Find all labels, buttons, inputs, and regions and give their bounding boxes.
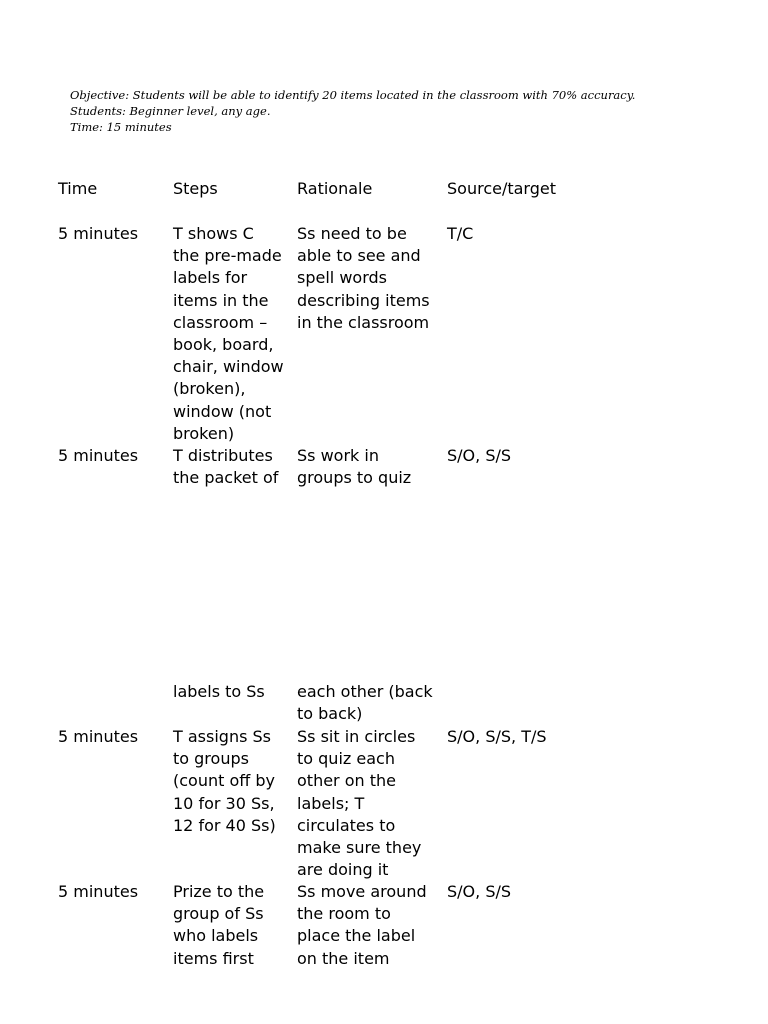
- column-header-source-target: Source/target: [447, 179, 556, 198]
- column-header-steps: Steps: [173, 179, 218, 198]
- row-4-source: S/O, S/S: [447, 882, 512, 901]
- row-2-rationale: Ss work in groups to quiz: [297, 446, 412, 488]
- column-header-time: Time: [58, 179, 98, 198]
- row-1-steps: T shows C the pre-made labels for items in the classroom – book, board, chair, window (broken), window (not broken): [173, 224, 284, 443]
- row-3-source: S/O, S/S, T/S: [447, 727, 547, 746]
- lesson-info: [70, 87, 635, 135]
- row-2-rationale-continued: each other (back to back): [297, 682, 433, 724]
- row-4-rationale: Ss move around the room to place the label on the item: [297, 882, 427, 968]
- row-3-rationale: Ss sit in circles to quiz each other on the labels; T circulates to make sure they are doing it: [297, 727, 422, 880]
- row-2-steps-continued: labels to Ss: [173, 682, 265, 701]
- objective-text: Objective: Students will be able to identify 20 items located in the classroom with 70% accuracy.: [70, 88, 636, 102]
- row-1-source: T/C: [447, 224, 474, 243]
- row-3-steps: T assigns Ss to groups (count off by 10 for 30 Ss, 12 for 40 Ss): [173, 727, 276, 835]
- students-text: Students: Beginner level, any age.: [70, 104, 271, 118]
- row-4-time: 5 minutes: [58, 882, 139, 901]
- row-2-steps: T distributes the packet of: [173, 446, 279, 488]
- row-1-time: 5 minutes: [58, 224, 139, 243]
- row-4-steps: Prize to the group of Ss who labels items first: [173, 882, 265, 968]
- row-2-source: S/O, S/S: [447, 446, 512, 465]
- row-3-time: 5 minutes: [58, 727, 139, 746]
- time-text: Time: 15 minutes: [70, 120, 172, 134]
- row-1-rationale: Ss need to be able to see and spell words describing items in the classroom: [297, 224, 430, 332]
- row-2-time: 5 minutes: [58, 446, 139, 465]
- column-header-rationale: Rationale: [297, 179, 373, 198]
